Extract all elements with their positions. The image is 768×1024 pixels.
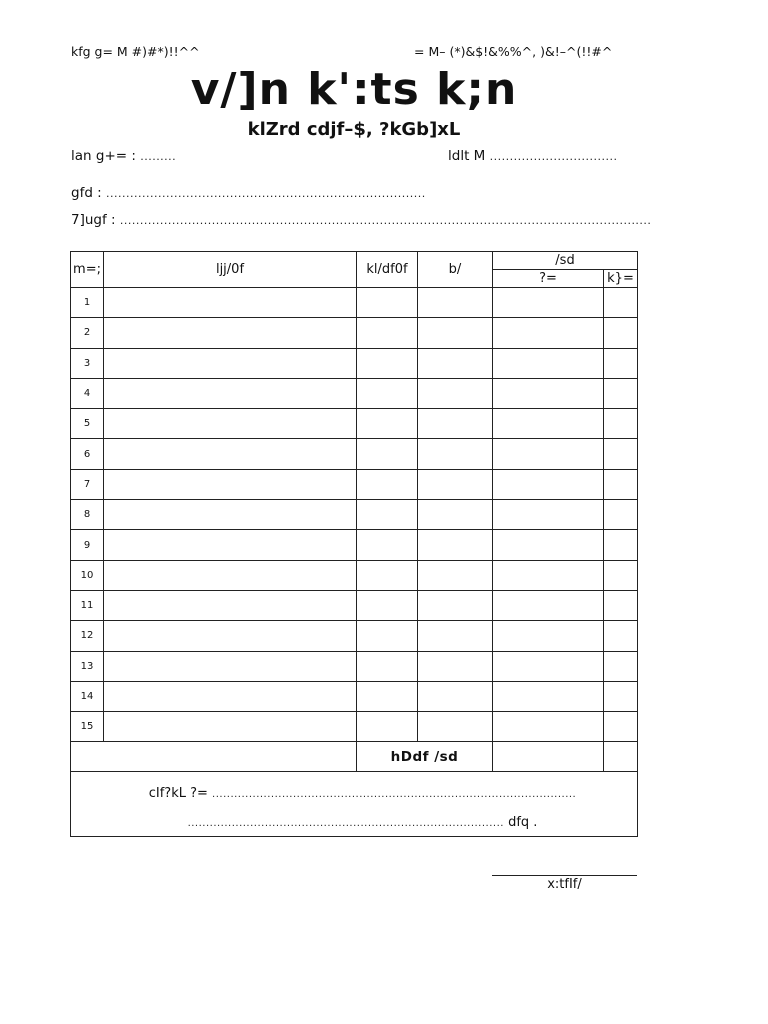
address-dots: ..................................................................................................................................... [119, 214, 652, 227]
row-paisa-cell[interactable] [604, 712, 638, 742]
rate-header: b/ [418, 252, 493, 288]
name-label: gfd : [71, 185, 102, 201]
in-words-dots-2: ...................................................................................... [187, 817, 504, 829]
row-rate-cell[interactable] [418, 560, 493, 590]
table-row [71, 590, 638, 620]
row-rate-cell[interactable] [418, 378, 493, 408]
row-paisa-cell[interactable] [604, 288, 638, 318]
row-description-cell[interactable] [104, 318, 357, 348]
row-rupees-cell[interactable] [493, 590, 604, 620]
row-sn-cell: 14 [71, 681, 104, 711]
header-left-text: kfg g= M #)#*)!!^^ [71, 44, 200, 59]
row-quantity-cell[interactable] [357, 378, 418, 408]
table-row [71, 439, 638, 469]
table-row [71, 681, 638, 711]
table-row [71, 712, 638, 742]
table-row [71, 621, 638, 651]
in-words-label: cIf?kL ?= [148, 785, 208, 801]
table-row [71, 348, 638, 378]
row-description-cell[interactable] [104, 348, 357, 378]
row-quantity-cell[interactable] [357, 560, 418, 590]
in-words-suffix: dfq . [508, 814, 538, 830]
row-rate-cell[interactable] [418, 712, 493, 742]
row-rupees-cell[interactable] [493, 288, 604, 318]
row-sn-cell: 1 [71, 288, 104, 318]
row-description-cell[interactable] [104, 409, 357, 439]
row-description-cell[interactable] [104, 288, 357, 318]
row-description-cell[interactable] [104, 681, 357, 711]
row-sn-cell: 6 [71, 439, 104, 469]
row-rate-cell[interactable] [418, 530, 493, 560]
row-description-cell[interactable] [104, 469, 357, 499]
row-sn-cell: 12 [71, 621, 104, 651]
row-paisa-cell[interactable] [604, 560, 638, 590]
row-rupees-cell[interactable] [493, 409, 604, 439]
row-sn-cell: 15 [71, 712, 104, 742]
row-rate-cell[interactable] [418, 500, 493, 530]
row-rupees-cell[interactable] [493, 560, 604, 590]
row-rupees-cell[interactable] [493, 681, 604, 711]
row-rate-cell[interactable] [418, 409, 493, 439]
row-rupees-cell[interactable] [493, 530, 604, 560]
name-field [71, 185, 426, 201]
bill-table [70, 251, 638, 837]
row-description-cell[interactable] [104, 378, 357, 408]
row-sn-cell: 7 [71, 469, 104, 499]
total-rupees-cell[interactable] [493, 742, 604, 772]
row-paisa-cell[interactable] [604, 439, 638, 469]
bill-number-label: lan g+= : [71, 148, 136, 164]
row-paisa-cell[interactable] [604, 590, 638, 620]
row-rupees-cell[interactable] [493, 318, 604, 348]
row-paisa-cell[interactable] [604, 348, 638, 378]
row-sn-cell: 8 [71, 500, 104, 530]
row-paisa-cell[interactable] [604, 469, 638, 499]
signature-line [492, 875, 637, 876]
row-sn-cell: 3 [71, 348, 104, 378]
row-description-cell[interactable] [104, 560, 357, 590]
date-field [448, 148, 618, 164]
row-rupees-cell[interactable] [493, 469, 604, 499]
address-label: 7]ugf : [71, 212, 116, 228]
row-sn-cell: 5 [71, 409, 104, 439]
row-rupees-cell[interactable] [493, 621, 604, 651]
row-paisa-cell[interactable] [604, 378, 638, 408]
table-body [71, 288, 638, 742]
row-quantity-cell[interactable] [357, 500, 418, 530]
table-row [71, 560, 638, 590]
description-header: ljj/0f [104, 252, 357, 288]
total-paisa-cell[interactable] [604, 742, 638, 772]
row-rate-cell[interactable] [418, 651, 493, 681]
bill-number-dots: ......... [140, 150, 177, 163]
row-paisa-cell[interactable] [604, 318, 638, 348]
row-paisa-cell[interactable] [604, 530, 638, 560]
page-subtitle: klZrd cdjf–$, ?kGb]xL [247, 119, 461, 140]
row-quantity-cell[interactable] [357, 469, 418, 499]
row-rate-cell[interactable] [418, 288, 493, 318]
row-description-cell[interactable] [104, 439, 357, 469]
row-description-cell[interactable] [104, 500, 357, 530]
row-quantity-cell[interactable] [357, 681, 418, 711]
row-rate-cell[interactable] [418, 439, 493, 469]
row-description-cell[interactable] [104, 530, 357, 560]
table-row [71, 378, 638, 408]
amount-in-words-row [71, 772, 638, 837]
total-label: hDdf /sd [357, 742, 493, 772]
row-quantity-cell[interactable] [357, 712, 418, 742]
row-sn-cell: 11 [71, 590, 104, 620]
header-right-text: = M– (*)&$!&%%^, )&!–^(!!#^ [414, 44, 613, 59]
row-quantity-cell[interactable] [357, 651, 418, 681]
amount-in-words-cell [71, 772, 638, 837]
row-description-cell[interactable] [104, 651, 357, 681]
table-row [71, 530, 638, 560]
row-rate-cell[interactable] [418, 590, 493, 620]
row-paisa-cell[interactable] [604, 651, 638, 681]
table-row [71, 500, 638, 530]
row-description-cell[interactable] [104, 621, 357, 651]
row-rate-cell[interactable] [418, 469, 493, 499]
row-description-cell[interactable] [104, 712, 357, 742]
row-rate-cell[interactable] [418, 681, 493, 711]
row-quantity-cell[interactable] [357, 439, 418, 469]
table-row [71, 651, 638, 681]
row-rupees-cell[interactable] [493, 378, 604, 408]
row-paisa-cell[interactable] [604, 500, 638, 530]
quantity-header: kl/df0f [357, 252, 418, 288]
table-row [71, 469, 638, 499]
amount-header: /sd [493, 252, 638, 270]
row-quantity-cell[interactable] [357, 530, 418, 560]
row-description-cell[interactable] [104, 590, 357, 620]
total-row [71, 742, 638, 772]
in-words-dots-1: ................................................................................................... [212, 788, 577, 800]
row-sn-cell: 13 [71, 651, 104, 681]
row-sn-cell: 9 [71, 530, 104, 560]
row-quantity-cell[interactable] [357, 621, 418, 651]
row-quantity-cell[interactable] [357, 409, 418, 439]
table-row [71, 318, 638, 348]
row-sn-cell: 10 [71, 560, 104, 590]
row-rupees-cell[interactable] [493, 500, 604, 530]
date-label: ldlt M [448, 148, 486, 164]
total-blank-cell [71, 742, 357, 772]
row-sn-cell: 2 [71, 318, 104, 348]
row-quantity-cell[interactable] [357, 348, 418, 378]
page-title: v/]n k':ts k;n [190, 64, 518, 115]
amount-paisa-header: k}= [604, 270, 638, 288]
row-rupees-cell[interactable] [493, 348, 604, 378]
table-row [71, 409, 638, 439]
row-paisa-cell[interactable] [604, 621, 638, 651]
row-sn-cell: 4 [71, 378, 104, 408]
date-dots: ................................ [489, 150, 618, 163]
name-dots: ................................................................................ [106, 187, 426, 200]
row-rupees-cell[interactable] [493, 712, 604, 742]
sn-header: m=; [71, 252, 104, 288]
row-paisa-cell[interactable] [604, 681, 638, 711]
row-rate-cell[interactable] [418, 621, 493, 651]
row-paisa-cell[interactable] [604, 409, 638, 439]
row-quantity-cell[interactable] [357, 288, 418, 318]
signature-label: x:tfIf/ [547, 877, 582, 892]
bill-number-field [71, 148, 176, 164]
row-quantity-cell[interactable] [357, 318, 418, 348]
table-header-row [71, 252, 638, 270]
row-rupees-cell[interactable] [493, 439, 604, 469]
row-rate-cell[interactable] [418, 348, 493, 378]
table-row [71, 288, 638, 318]
row-quantity-cell[interactable] [357, 590, 418, 620]
row-rupees-cell[interactable] [493, 651, 604, 681]
amount-rupees-header: ?= [493, 270, 604, 288]
row-rate-cell[interactable] [418, 318, 493, 348]
address-field [71, 212, 651, 228]
